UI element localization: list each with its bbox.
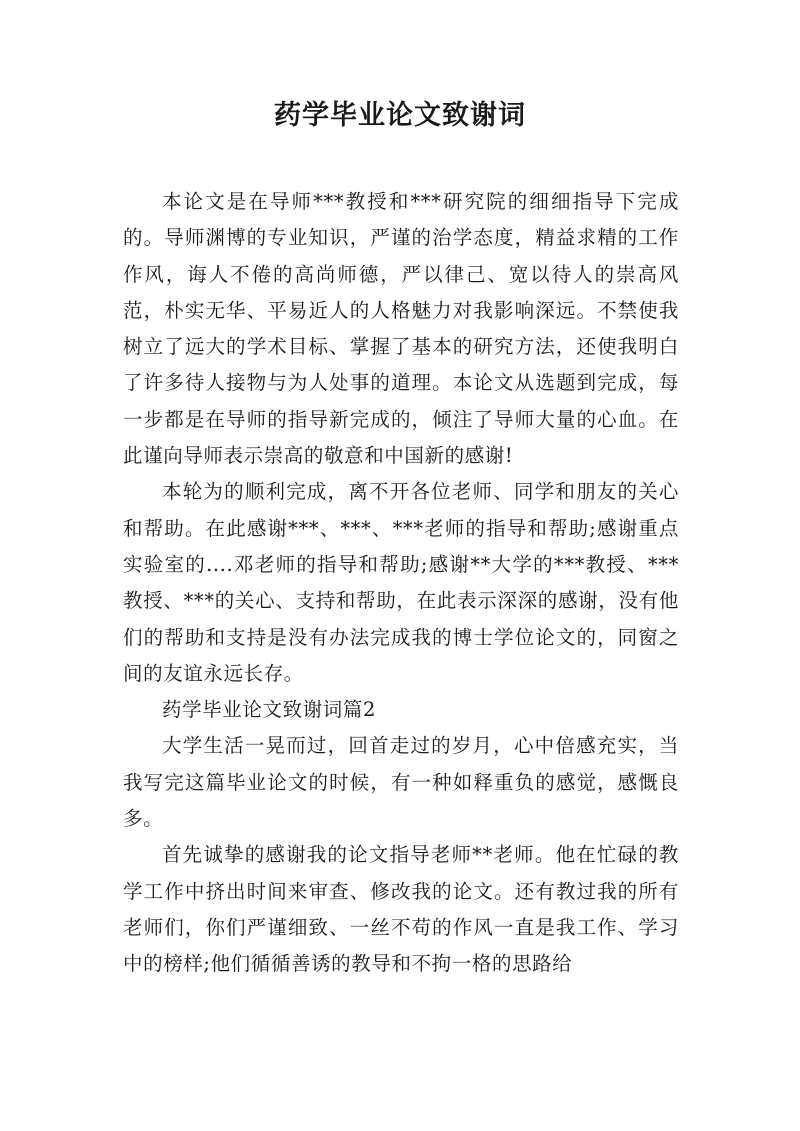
- paragraph-college-life: 大学生活一晃而过，回首走过的岁月，心中倍感充实，当我写完这篇毕业论文的时候，有一种如释重负的感觉，感慨良多。: [123, 734, 679, 831]
- paragraph-supervisor-thanks: 首先诚挚的感谢我的论文指导老师**老师。他在忙碌的教学工作中挤出时间来审查、修改我的论文。还有教过我的所有老师们，你们严谨细致、一丝不苟的作风一直是我工作、学习中的榜样;他们循循善诱的教导和不拘一格的思路给: [123, 843, 679, 976]
- section-heading-part-2: 药学毕业论文致谢词篇2: [162, 698, 377, 722]
- document-body: [123, 184, 679, 983]
- document-title: 药学毕业论文致谢词: [274, 100, 526, 131]
- paragraph-teachers-thanks: 本轮为的顺利完成，离不开各位老师、同学和朋友的关心和帮助。在此感谢***、***、***老师的指导和帮助;感谢重点实验室的....邓老师的指导和帮助;感谢**大学的***教授、***教授、***的关心、支持和帮助，在此表示深深的感谢，没有他们的帮助和支持是没有办法完成我的博士学位论文的，同窗之间的友谊永远长存。: [123, 480, 679, 685]
- paragraph-advisor-thanks: 本论文是在导师***教授和***研究院的细细指导下完成的。导师渊博的专业知识，严谨的治学态度，精益求精的工作作风，诲人不倦的高尚师德，严以律己、宽以待人的崇高风范，朴实无华、平易近人的人格魅力对我影响深远。不禁使我树立了远大的学术目标、掌握了基本的研究方法，还使我明白了许多待人接物与为人处事的道理。本论文从选题到完成，每一步都是在导师的指导新完成的，倾注了导师大量的心血。在此谨向导师表示崇高的敬意和中国新的感谢!: [123, 190, 679, 468]
